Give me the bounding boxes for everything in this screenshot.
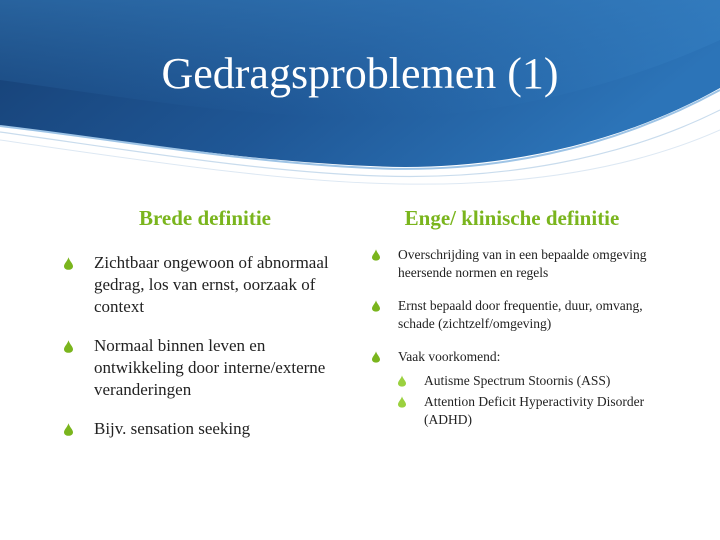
bullet-text: Overschrijding van in een bepaalde omgeving heersende normen en regels [398,247,647,280]
list-item [372,348,672,429]
bullet-text: Ernst bepaald door frequentie, duur, omvang, schade (zichtzelf/omgeving) [398,298,643,331]
sub-list-item [398,393,672,429]
leaf-drop-icon [64,257,73,270]
sub-list-item [398,372,672,390]
right-bullet-list [372,246,672,444]
leaf-drop-icon [372,351,380,363]
list-item [372,297,672,333]
leaf-drop-icon [398,396,406,408]
leaf-drop-icon [372,249,380,261]
leaf-drop-icon [398,375,406,387]
leaf-drop-icon [64,423,73,436]
bullet-text: Vaak voorkomend: [398,349,501,364]
sub-bullet-text: Autisme Spectrum Stoornis (ASS) [424,373,611,388]
sub-bullet-list [398,372,672,429]
list-item [64,418,354,440]
slide-title: Gedragsproblemen (1) [161,49,559,98]
left-bullet-list [64,252,354,457]
bullet-text: Zichtbaar ongewoon of abnormaal gedrag, los van ernst, oorzaak of context [94,253,329,316]
list-item [64,335,354,401]
right-column-heading: Enge/ klinische definitie [404,206,620,230]
left-column-heading: Brede definitie [138,206,271,230]
leaf-drop-icon [64,340,73,353]
sub-bullet-text: Attention Deficit Hyperactivity Disorder (ADHD) [424,394,645,427]
bullet-text: Bijv. sensation seeking [94,419,251,438]
list-item [64,252,354,318]
leaf-drop-icon [372,300,380,312]
bullet-text: Normaal binnen leven en ontwikkeling door interne/externe veranderingen [94,336,326,399]
list-item [372,246,672,282]
